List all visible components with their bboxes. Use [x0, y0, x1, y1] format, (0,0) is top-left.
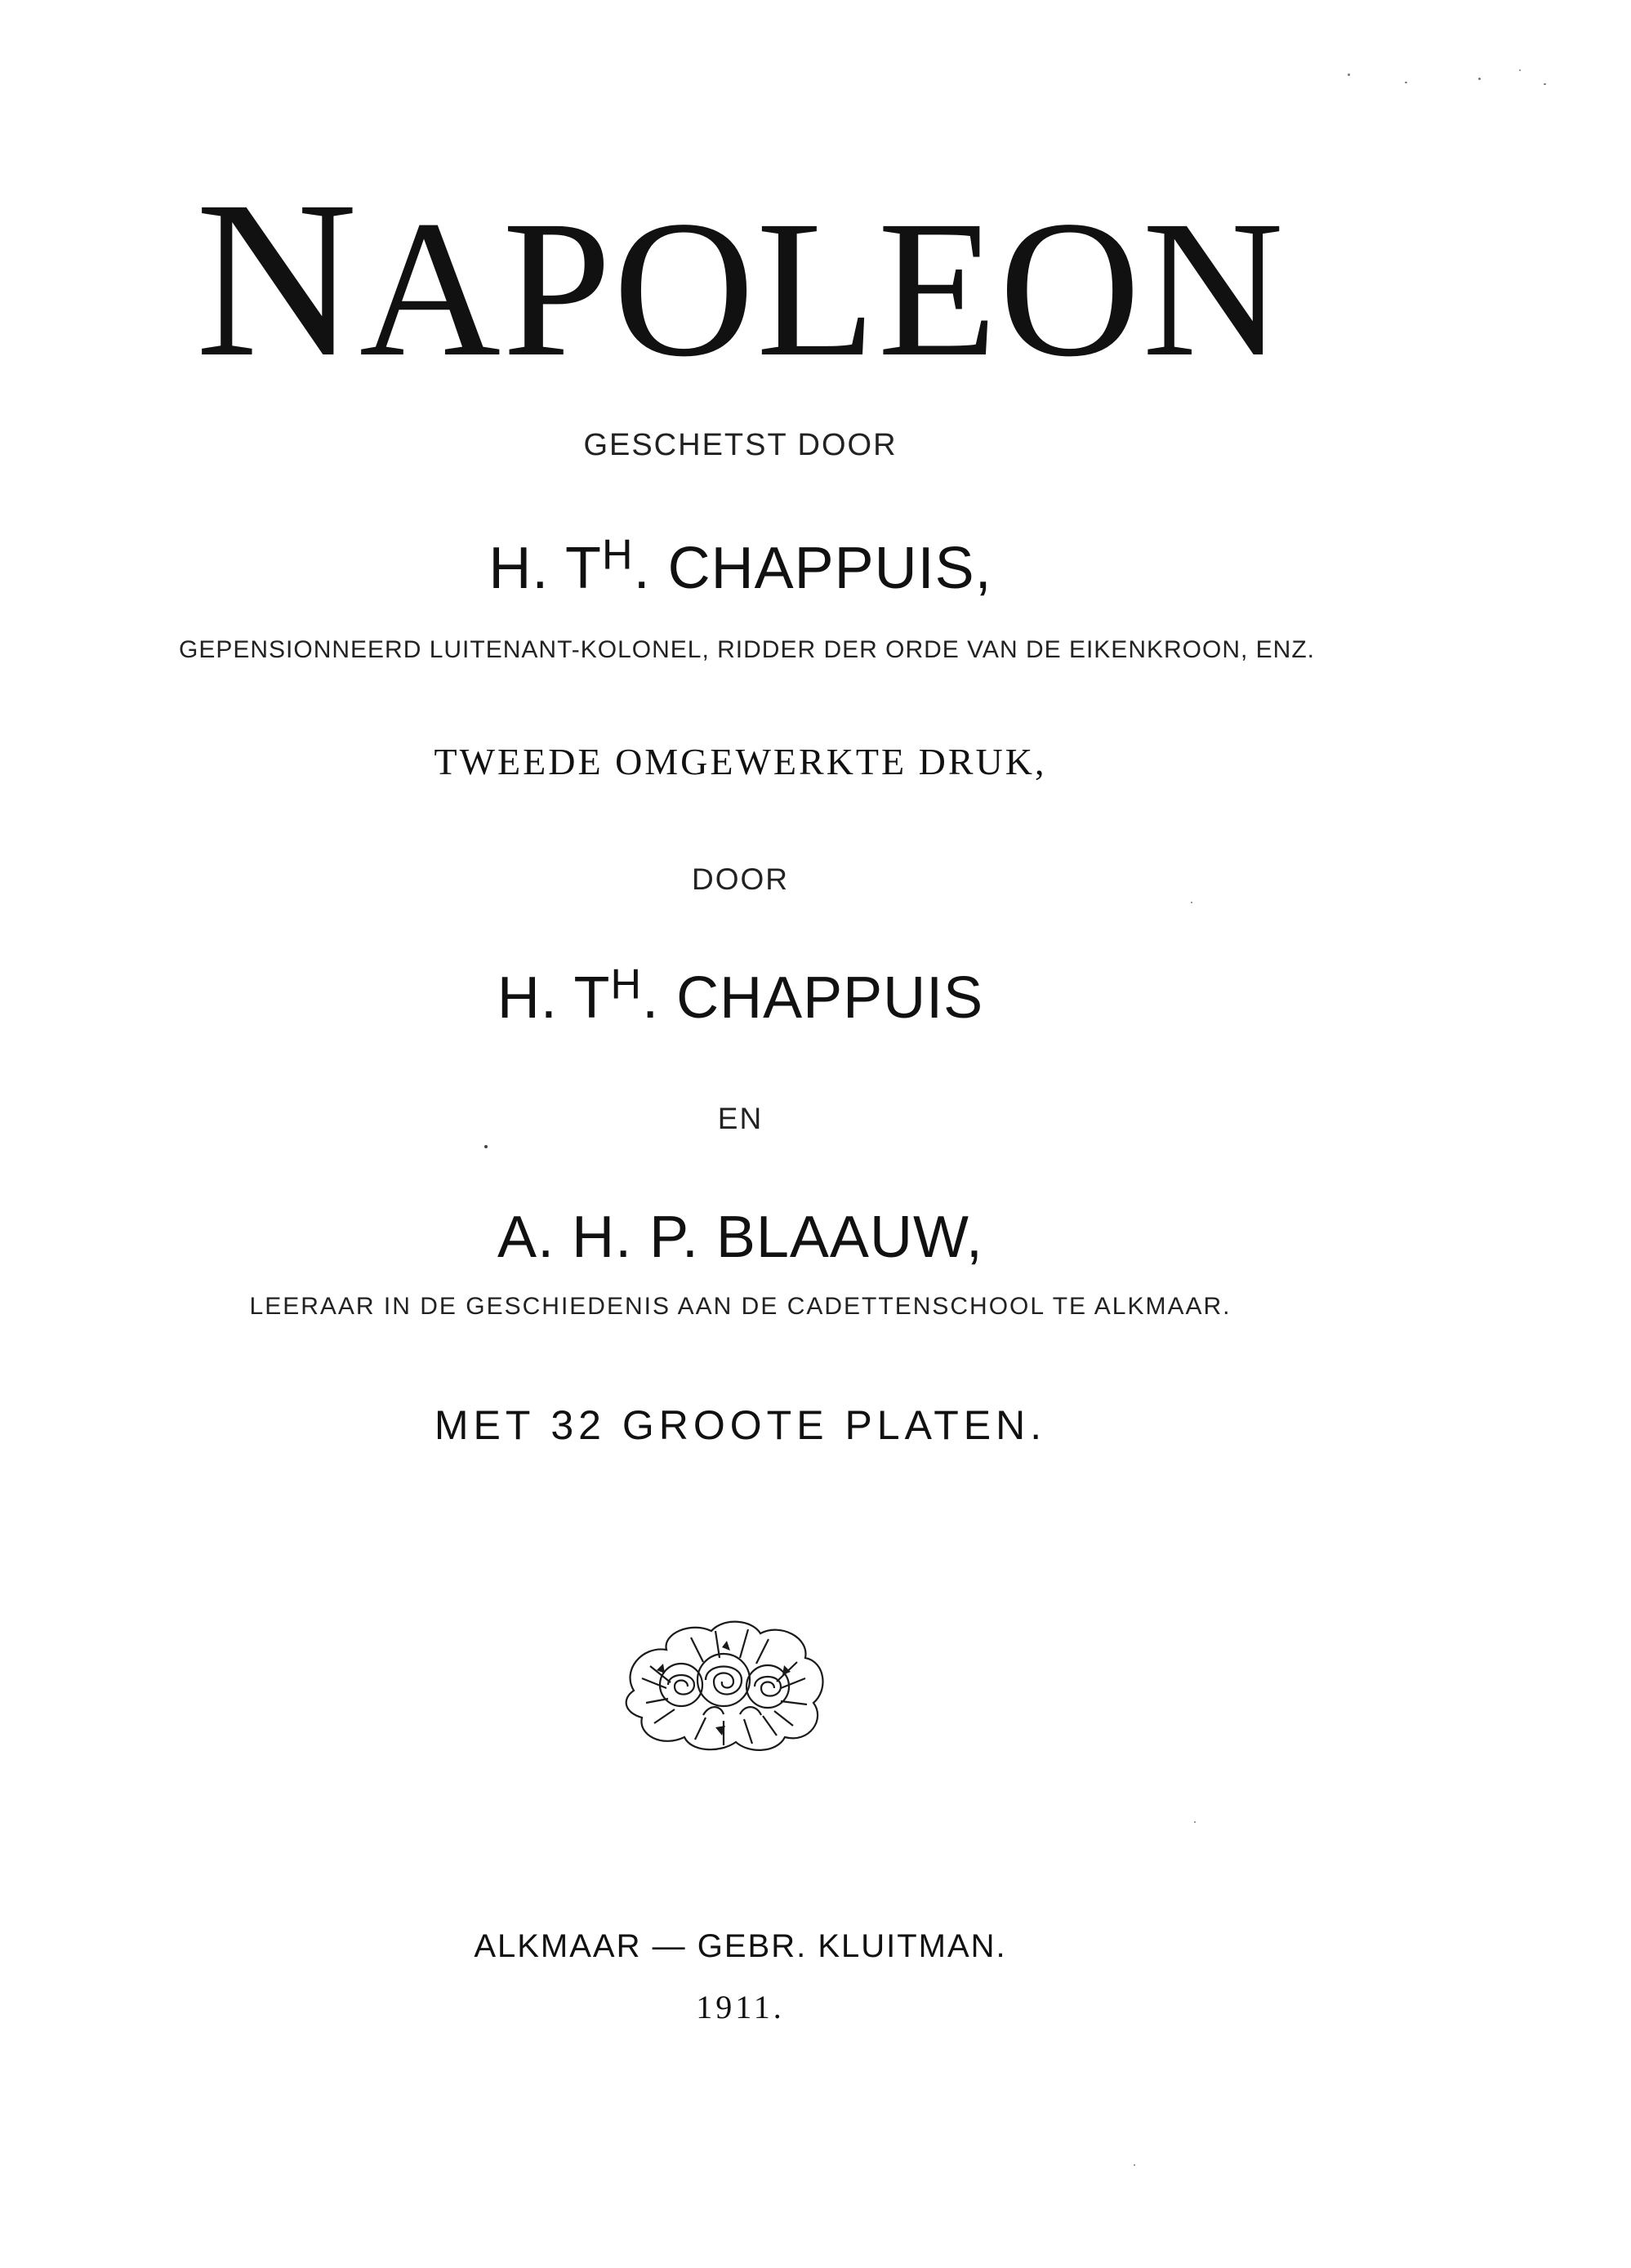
scan-speck [1191, 902, 1192, 903]
scan-speck [1134, 2164, 1135, 2166]
author1-initials: H. T [488, 536, 602, 601]
third-author-rank: LEERAAR IN DE GESCHIEDENIS AAN DE CADETTENSCHOOL TE ALKMAAR. [249, 1293, 1232, 1320]
author1-superscript: H [602, 531, 634, 579]
sketched-by-label: GESCHETST DOOR [583, 428, 898, 462]
and-label: EN [717, 1102, 764, 1135]
scan-speck [1544, 83, 1546, 85]
second-author [0, 960, 1556, 1031]
author2-surname: . CHAPPUIS [642, 965, 984, 1031]
plates-note: MET 32 GROOTE PLATEN. [434, 1402, 1047, 1448]
author1-surname: . CHAPPUIS, [633, 536, 992, 601]
publication-year: 1911. [696, 1989, 785, 2025]
by-label: DOOR [692, 862, 789, 896]
publisher-imprint: ALKMAAR — GEBR. KLUITMAN. [474, 1928, 1007, 1964]
primary-author-rank: GEPENSIONNEERD LUITENANT-KOLONEL, RIDDER DER ORDE VAN DE EIKENKROON, ENZ. [178, 636, 1315, 663]
scan-speck [484, 1145, 488, 1148]
scan-speck [1478, 78, 1481, 80]
book-title [0, 155, 1556, 403]
title-rest: APOLEON [359, 180, 1286, 397]
third-author: A. H. P. BLAAUW, [497, 1205, 983, 1270]
title-initial: N [195, 155, 359, 403]
scan-speck [1405, 82, 1407, 83]
author2-superscript: H [610, 960, 643, 1009]
author2-initials: H. T [497, 965, 611, 1031]
primary-author [0, 531, 1556, 601]
rose-vignette-icon [617, 1613, 830, 1756]
scan-speck [1194, 1821, 1196, 1823]
scan-speck [1519, 69, 1521, 71]
edition-statement: TWEEDE OMGEWERKTE DRUK, [434, 741, 1047, 782]
scan-speck [1348, 74, 1350, 76]
